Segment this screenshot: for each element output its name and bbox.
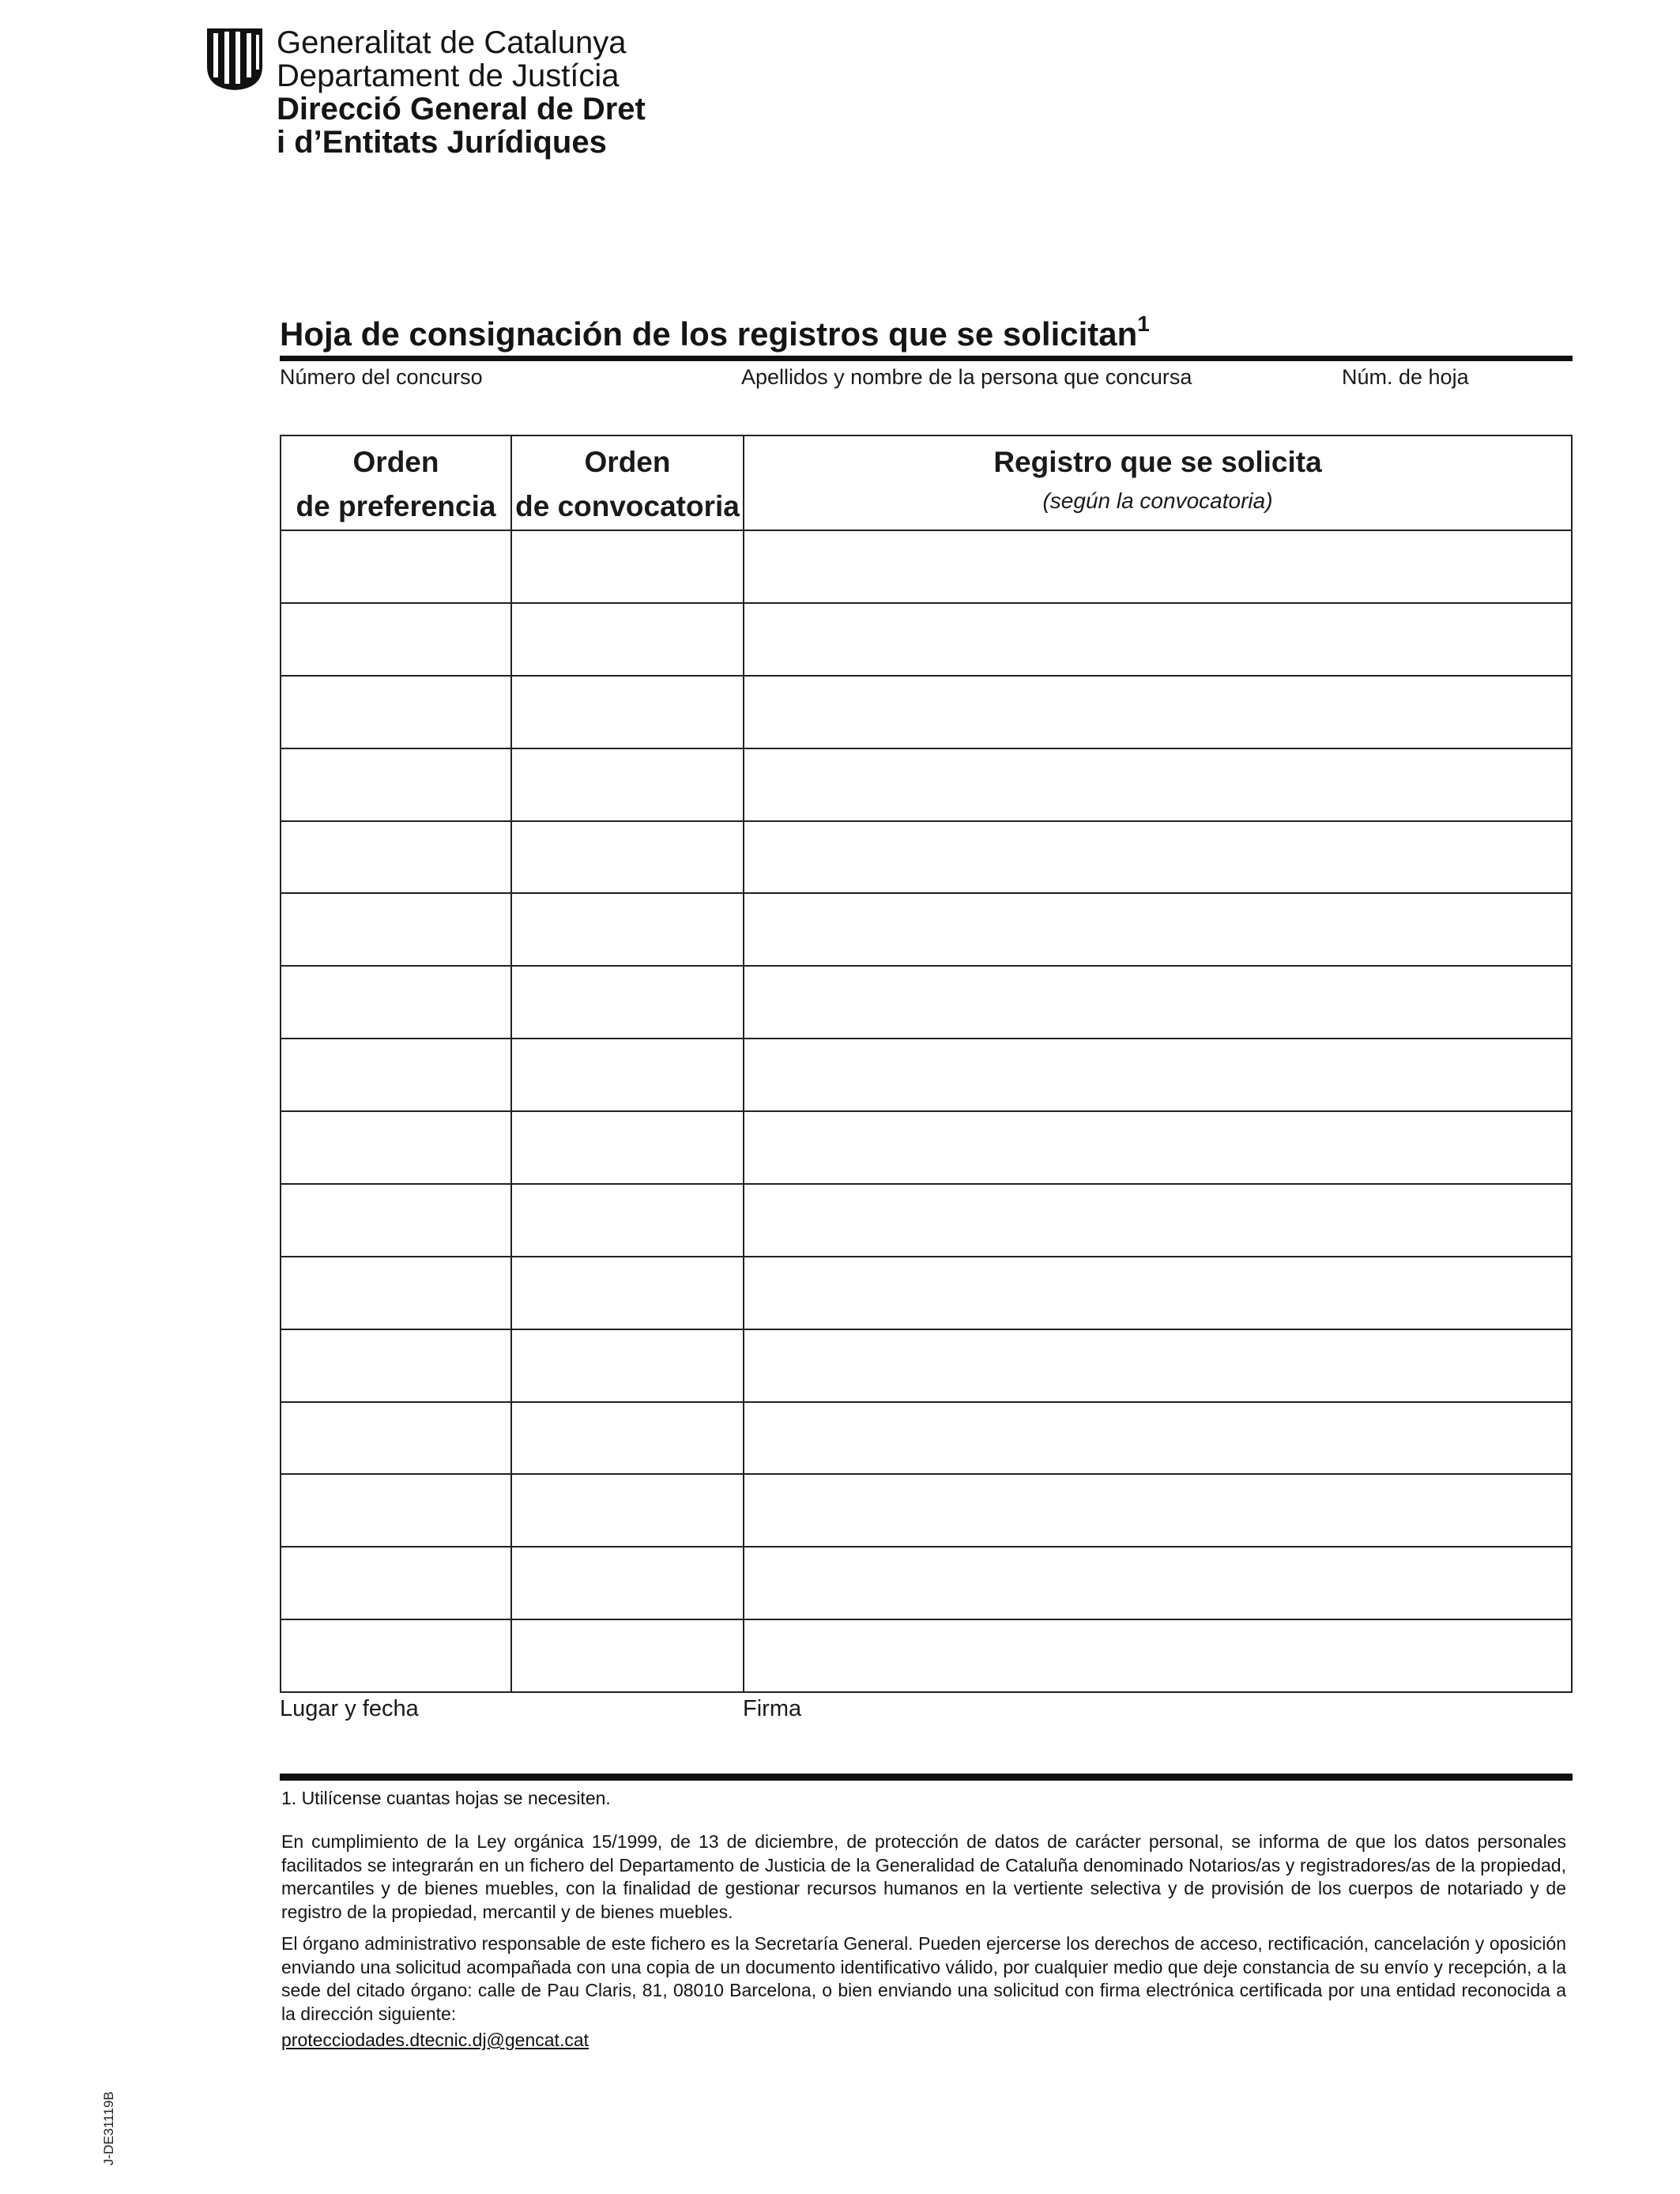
field-label-num-hoja: Núm. de hoja <box>1342 365 1469 389</box>
column-header-orden-preferencia <box>281 436 510 530</box>
footer-rule <box>280 1774 1573 1781</box>
table-row-divider <box>281 1183 1571 1185</box>
field-label-numero-concurso: Número del concurso <box>280 365 483 389</box>
column-header-line: Orden <box>352 446 439 478</box>
column-header-line: de convocatoria <box>515 490 740 522</box>
title-rule <box>280 356 1573 361</box>
table-header-divider <box>281 530 1571 531</box>
table-row-divider <box>281 1546 1571 1547</box>
data-protection-notice-1: En cumplimiento de la Ley orgánica 15/1999, de 13 de diciembre, de protección de datos de carácter personal, se informa de que los datos personales facilitados se integrarán en un fichero del Departamento de Justicia de la Generalidad de Cataluña denominado Notarios/as y registradores/as de la propiedad, mercantiles y de bienes muebles, con la finalidad de gestionar recursos humanos en la vertiente selectiva y de provisión de los cuerpos de notariado y de registro de la propiedad, mercantil y de bienes muebles. <box>281 1831 1566 1922</box>
table-row-divider <box>281 965 1571 967</box>
table-row-divider <box>281 675 1571 677</box>
table-row-divider <box>281 1473 1571 1475</box>
column-header-line: Registro que se solicita <box>993 446 1322 478</box>
column-header-line: de preferencia <box>296 490 496 522</box>
contact-email-link[interactable]: protecciodades.dtecnic.dj@gencat.cat <box>281 2030 590 2050</box>
field-label-apellidos-nombre: Apellidos y nombre de la persona que concursa <box>741 365 1192 389</box>
table-row-divider <box>281 1329 1571 1330</box>
column-divider <box>510 436 512 1691</box>
header-line-generalitat: Generalitat de Catalunya <box>277 25 627 60</box>
table-row-divider <box>281 820 1571 822</box>
generalitat-logo <box>204 25 266 92</box>
form-title-text: Hoja de consignación de los registros que se solicitan <box>280 315 1138 352</box>
footnote-1: 1. Utilícense cuantas hojas se necesiten. <box>281 1788 611 1808</box>
form-code: J-DE31119B <box>101 2091 116 2166</box>
table-row-divider <box>281 602 1571 604</box>
column-header-line: Orden <box>584 446 671 478</box>
table-row-divider <box>281 1619 1571 1620</box>
table-row-divider <box>281 748 1571 749</box>
field-label-lugar-fecha: Lugar y fecha <box>280 1696 419 1721</box>
table-row-divider <box>281 892 1571 894</box>
column-header-note: (según la convocatoria) <box>1042 488 1273 513</box>
column-divider <box>743 436 744 1691</box>
header-line-department: Departament de Justícia <box>277 58 620 93</box>
form-title <box>280 311 1150 353</box>
header-line-entitats: i d’Entitats Jurídiques <box>277 125 607 160</box>
title-footnote-mark: 1 <box>1137 311 1150 336</box>
table-row-divider <box>281 1038 1571 1039</box>
field-label-firma: Firma <box>743 1696 802 1721</box>
registros-table <box>280 435 1573 1693</box>
table-row-divider <box>281 1401 1571 1403</box>
data-protection-notice-2: El órgano administrativo responsable de este fichero es la Secretaría General. Pueden ejercerse los derechos de acceso, rectificación, cancelación y oposición enviando una solicitud acompañada con una copia de un documento identificativo válido, por cualquier medio que deje constancia de su envío y recepción, a la sede del citado órgano: calle de Pau Claris, 81, 08010 Barcelona, o bien enviando una solicitud con firma electrónica certificada por una entidad reconocida a la dirección siguiente: <box>281 1933 1566 2024</box>
column-header-orden-convocatoria <box>512 436 743 530</box>
table-row-divider <box>281 1256 1571 1257</box>
header-line-direccio: Direcció General de Dret <box>277 92 646 126</box>
table-row-divider <box>281 1110 1571 1112</box>
column-header-registro-solicitado <box>744 436 1571 530</box>
